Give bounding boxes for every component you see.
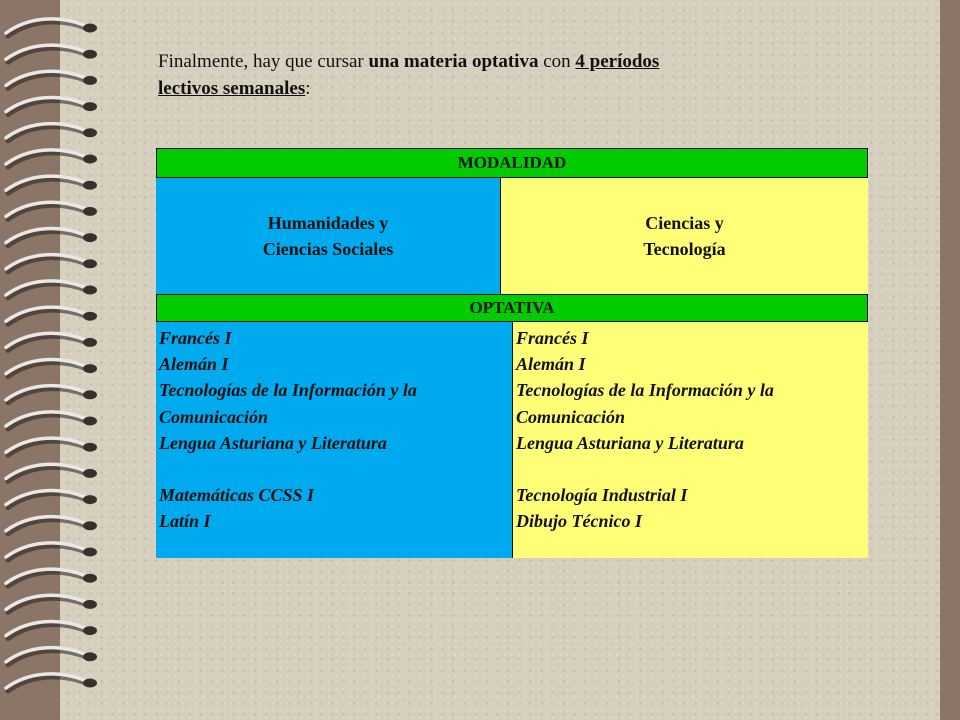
right-modality-line: Tecnología — [643, 239, 726, 259]
subject-item: Dibujo Técnico I — [516, 511, 642, 532]
binder-ring — [6, 124, 97, 141]
subject-item: Matemáticas CCSS I — [159, 485, 315, 506]
right-modality-cell — [500, 178, 868, 294]
binder-ring — [6, 333, 97, 350]
binder-ring — [6, 255, 97, 272]
left-modality-line: Ciencias Sociales — [262, 239, 394, 259]
binder-ring — [6, 150, 97, 167]
subject-item: Francés I — [516, 328, 589, 348]
binder-ring — [6, 543, 97, 560]
subject-item: Comunicación — [159, 406, 269, 427]
binder-ring — [6, 464, 97, 481]
subject-item: Tecnologías de la Información y la — [159, 380, 417, 401]
binder-ring — [6, 19, 97, 36]
intro-part: : — [305, 78, 311, 99]
binder-ring — [6, 674, 97, 691]
binder-ring — [6, 71, 97, 88]
binder-ring — [6, 359, 97, 376]
intro-part: con — [538, 51, 576, 72]
intro-bold-underlined: 4 períodos — [575, 51, 660, 72]
binder-ring — [6, 569, 97, 586]
right-modality-line: Ciencias y — [645, 213, 724, 233]
right-subjects-cell — [512, 322, 868, 558]
binder-ring — [6, 490, 97, 507]
subject-item: Tecnologías de la Información y la — [516, 380, 774, 401]
subject-item: Tecnología Industrial I — [516, 485, 688, 506]
optativa-header-label: OPTATIVA — [469, 298, 555, 317]
binder-ring — [6, 595, 97, 612]
binder-ring — [6, 517, 97, 534]
binder-ring — [6, 438, 97, 455]
binder-ring — [6, 176, 97, 193]
left-subjects-cell — [156, 322, 512, 558]
subject-item: Comunicación — [516, 406, 626, 427]
intro-bold-underlined: lectivos semanales — [158, 78, 306, 99]
subject-item: Lengua Asturiana y Literatura — [516, 432, 744, 453]
subject-item: Alemán I — [516, 354, 586, 375]
binder-ring — [6, 621, 97, 638]
list-spacer — [159, 456, 512, 482]
list-spacer — [516, 456, 868, 482]
modalidad-header-label: MODALIDAD — [457, 153, 567, 172]
optativa-header — [156, 294, 868, 322]
binder-ring — [6, 412, 97, 429]
binder-ring — [6, 281, 97, 298]
binder-ring — [6, 45, 97, 62]
left-modality-cell — [156, 178, 500, 294]
binder-ring — [6, 202, 97, 219]
subject-item: Alemán I — [159, 354, 229, 375]
binder-ring — [6, 648, 97, 665]
intro-part: Finalmente, hay que cursar — [158, 51, 369, 72]
intro-text — [158, 48, 838, 102]
binder-ring — [6, 228, 97, 245]
binder-ring — [6, 386, 97, 403]
binder-ring — [6, 307, 97, 324]
subject-item: Latín I — [159, 511, 211, 532]
modalidad-header — [156, 148, 868, 178]
left-modality-line: Humanidades y — [267, 213, 389, 233]
binder-rings — [0, 0, 110, 720]
intro-bold: una materia optativa — [368, 51, 539, 72]
subject-item: Francés I — [159, 328, 232, 348]
binder-ring — [6, 97, 97, 114]
subject-item: Lengua Asturiana y Literatura — [159, 432, 387, 453]
